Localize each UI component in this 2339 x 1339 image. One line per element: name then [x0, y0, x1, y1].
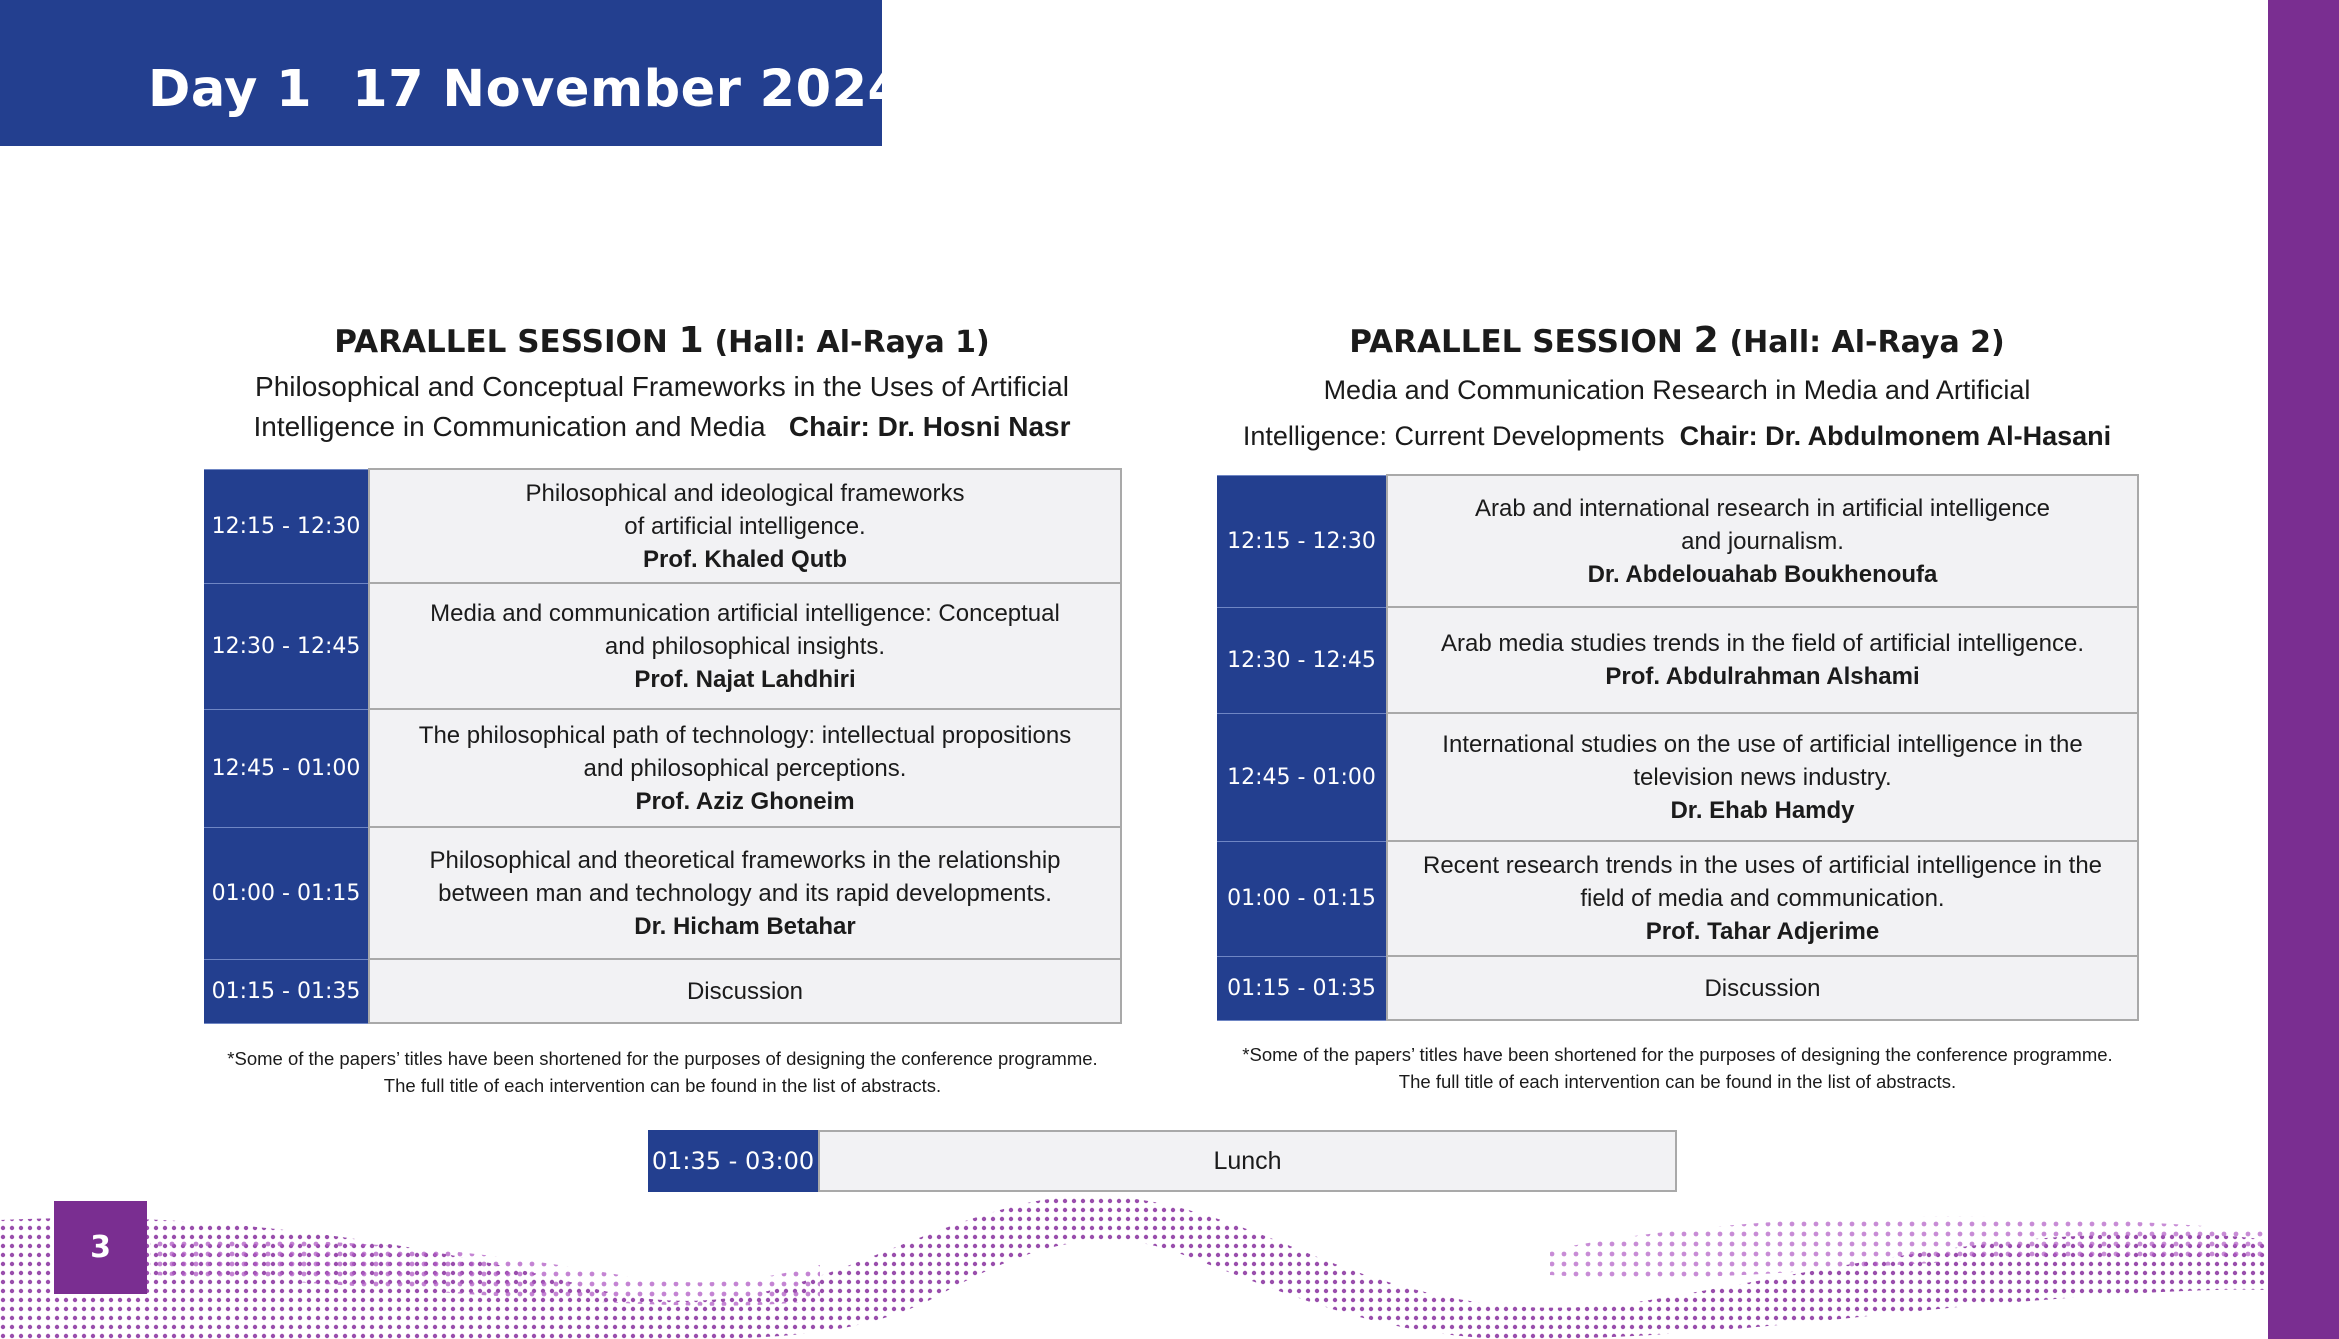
talk-title: Arab media studies trends in the field of artificial intelligence. [1440, 630, 2084, 657]
talk-title: field of media and communication. [1580, 885, 1945, 912]
topic-line: Media and Communication Research in Media and Artificial [1323, 375, 2031, 405]
table-row [1217, 841, 2138, 956]
speaker-name: Prof. Aziz Ghoneim [635, 787, 855, 815]
talk-cell [1387, 713, 2138, 841]
discussion-cell: Discussion [1387, 956, 2138, 1020]
time-slot: 01:00 - 01:15 [204, 827, 369, 959]
table-row [204, 583, 1121, 709]
talk-title: Philosophical and theoretical frameworks in the relationship [429, 846, 1061, 874]
talk-title: television news industry. [1633, 763, 1892, 791]
footnote-line: The full title of each intervention can be found in the list of abstracts. [383, 1075, 942, 1096]
time-slot: 01:15 - 01:35 [1217, 956, 1387, 1020]
speaker-name: Dr. Hicham Betahar [634, 912, 856, 940]
talk-title: Arab and international research in artificial intelligence [1475, 494, 2050, 522]
table-row [204, 709, 1121, 827]
time-slot: 12:15 - 12:30 [204, 469, 369, 583]
lunch-label: Lunch [818, 1130, 1677, 1192]
page-title [148, 60, 904, 119]
time-slot: 01:15 - 01:35 [204, 959, 369, 1023]
session-1-topic [204, 367, 1120, 447]
date-label: 17 November 2024 [352, 60, 904, 119]
topic-line: Philosophical and Conceptual Frameworks in the Uses of Artificial [255, 371, 1069, 402]
speaker-name: Prof. Khaled Qutb [643, 545, 847, 573]
dotted-wave-decoration [0, 1180, 2268, 1339]
table-row [204, 469, 1121, 583]
time-slot: 01:00 - 01:15 [1217, 841, 1387, 956]
session-2-schedule [1217, 474, 2139, 1021]
talk-title: and philosophical insights. [604, 632, 886, 660]
table-row [1217, 713, 2138, 841]
time-slot: 12:45 - 01:00 [1217, 713, 1387, 841]
session-1-footnote [204, 1045, 1121, 1099]
talk-title: Recent research trends in the uses of artificial intelligence in the [1422, 852, 2103, 879]
footnote-line: *Some of the papers’ titles have been shortened for the purposes of designing the conference programme. [227, 1048, 1098, 1069]
speaker-name: Dr. Ehab Hamdy [1670, 796, 1855, 824]
talk-title: of artificial intelligence. [624, 512, 866, 540]
session-2-heading [1217, 320, 2137, 361]
session-chair: Chair: Dr. Hosni Nasr [788, 411, 1071, 442]
session-label: PARALLEL SESSION [334, 324, 668, 360]
time-slot: 12:15 - 12:30 [1217, 475, 1387, 607]
time-slot: 12:30 - 12:45 [1217, 607, 1387, 713]
footnote-line: *Some of the papers’ titles have been shortened for the purposes of designing the conference programme. [1242, 1044, 2113, 1065]
session-chair: Chair: Dr. Abdulmonem Al-Hasani [1679, 421, 2112, 451]
talk-title: The philosophical path of technology: intellectual propositions [418, 721, 1072, 749]
time-slot: 01:35 - 03:00 [648, 1130, 818, 1192]
talk-cell [369, 709, 1121, 827]
speaker-name: Dr. Abdelouahab Boukhenoufa [1587, 560, 1938, 588]
session-1 [204, 320, 1120, 447]
talk-title: Philosophical and ideological frameworks [525, 479, 965, 507]
session-2 [1217, 320, 2137, 459]
discussion-cell: Discussion [369, 959, 1121, 1023]
talk-title: International studies on the use of artificial intelligence in the [1442, 730, 2083, 758]
session-number: 2 [1693, 320, 1719, 361]
table-row [1217, 475, 2138, 607]
footnote-line: The full title of each intervention can be found in the list of abstracts. [1398, 1071, 1957, 1092]
session-hall: (Hall: Al-Raya 2) [1729, 325, 2005, 360]
talk-cell [369, 583, 1121, 709]
talk-cell [369, 827, 1121, 959]
talk-title: and journalism. [1681, 527, 1844, 555]
speaker-name: Prof. Abdulrahman Alshami [1605, 663, 1920, 690]
speaker-name: Prof. Tahar Adjerime [1645, 918, 1880, 945]
day-label: Day 1 [148, 60, 313, 119]
talk-cell [1387, 841, 2138, 956]
talk-cell [369, 469, 1121, 583]
talk-title: between man and technology and its rapid developments. [438, 879, 1052, 907]
session-1-heading [204, 320, 1120, 361]
session-label: PARALLEL SESSION [1349, 324, 1683, 360]
session-2-footnote [1217, 1041, 2138, 1095]
session-1-schedule [204, 468, 1122, 1024]
session-hall: (Hall: Al-Raya 1) [714, 325, 990, 360]
page-number: 3 [54, 1201, 147, 1294]
table-row [204, 827, 1121, 959]
table-row [204, 959, 1121, 1023]
session-number: 1 [678, 320, 704, 361]
talk-cell [1387, 475, 2138, 607]
talk-cell [1387, 607, 2138, 713]
side-accent-bar [2268, 0, 2339, 1339]
talk-title: Media and communication artificial intelligence: Conceptual [430, 599, 1060, 627]
table-row [1217, 956, 2138, 1020]
speaker-name: Prof. Najat Lahdhiri [634, 665, 856, 693]
topic-line: Intelligence: Current Developments [1242, 421, 1665, 451]
table-row [1217, 607, 2138, 713]
talk-title: and philosophical perceptions. [583, 754, 907, 782]
topic-line: Intelligence in Communication and Media [253, 411, 766, 442]
session-2-topic [1217, 367, 2137, 459]
time-slot: 12:45 - 01:00 [204, 709, 369, 827]
time-slot: 12:30 - 12:45 [204, 583, 369, 709]
